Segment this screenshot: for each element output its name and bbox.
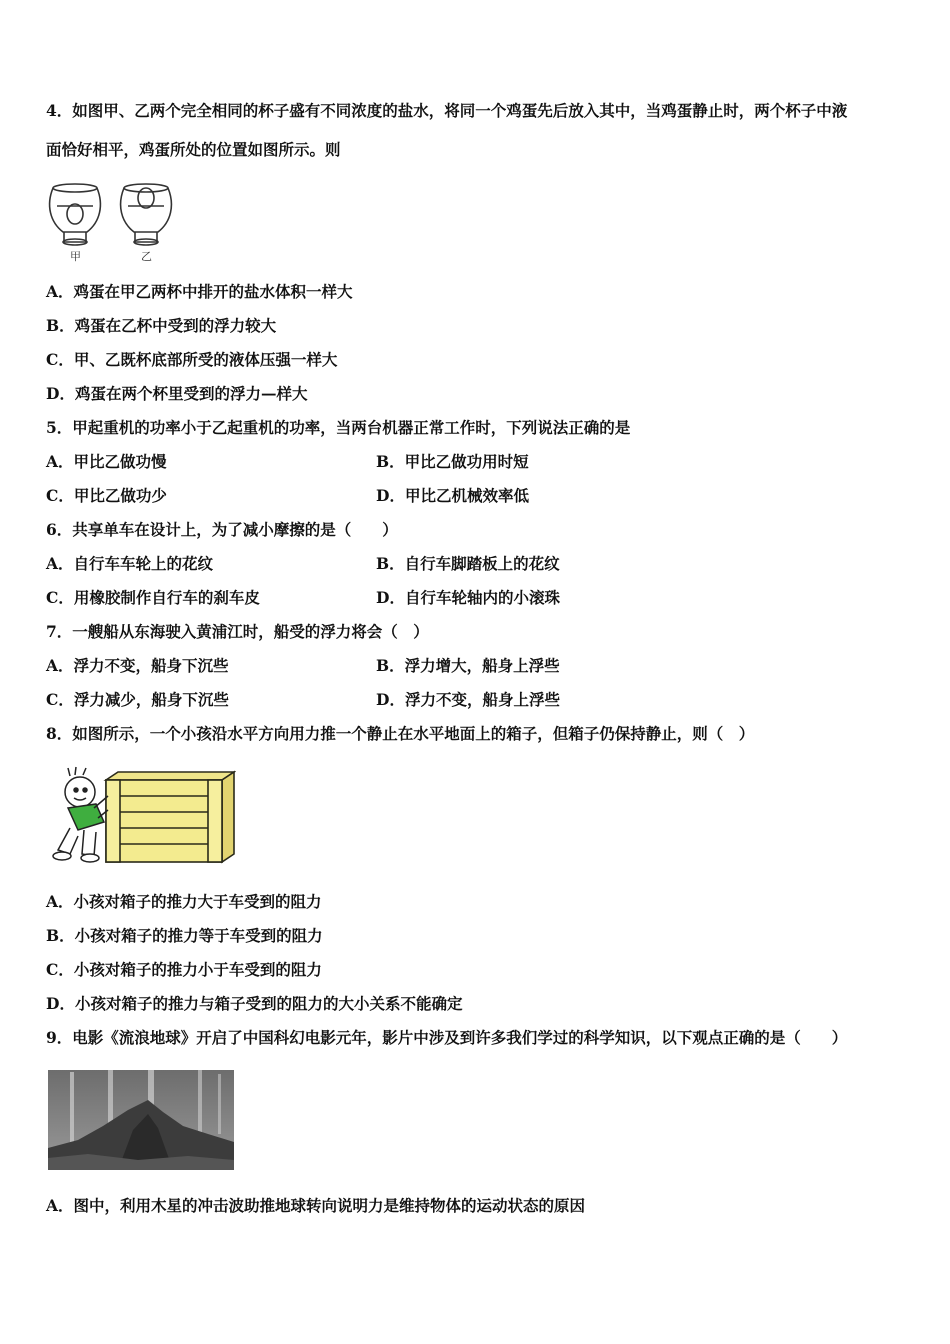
q8-stem: 8．如图所示，一个小孩沿水平方向用力推一个静止在水平地面上的箱子，但箱子仍保持静止，则（ ）	[46, 724, 755, 743]
q6-option-d[interactable]: D．自行车轮轴内的小滚珠	[376, 588, 560, 607]
q7-option-b[interactable]: B．浮力增大，船身上浮些	[376, 656, 560, 675]
q4-stem-line1: 4．如图甲、乙两个完全相同的杯子盛有不同浓度的盐水，将同一个鸡蛋先后放入其中，当鸡蛋静止时，两个杯子中液	[46, 101, 848, 120]
q8-option-c[interactable]: C．小孩对箱子的推力小于车受到的阻力	[46, 960, 322, 979]
child-pushing-box-figure	[48, 766, 236, 866]
cup-jia	[50, 184, 101, 245]
child	[53, 767, 108, 862]
q5-option-b[interactable]: B．甲比乙做功用时短	[376, 452, 529, 471]
label-yi: 乙	[141, 250, 152, 263]
q8-option-b[interactable]: B．小孩对箱子的推力等于车受到的阻力	[46, 926, 323, 945]
q9-stem: 9．电影《流浪地球》开启了中国科幻电影元年，影片中涉及到许多我们学过的科学知识，以下观点正确的是（ ）	[46, 1028, 848, 1047]
q7-option-a[interactable]: A．浮力不变，船身下沉些	[46, 656, 229, 675]
wooden-box	[106, 772, 234, 862]
q7-option-d[interactable]: D．浮力不变，船身上浮些	[376, 690, 560, 709]
q4-option-c[interactable]: C．甲、乙既杯底部所受的液体压强一样大	[46, 350, 338, 369]
q7-stem: 7．一艘船从东海驶入黄浦江时，船受的浮力将会（ ）	[46, 622, 429, 641]
q5-option-c[interactable]: C．甲比乙做功少	[46, 486, 167, 505]
q4-option-b[interactable]: B．鸡蛋在乙杯中受到的浮力较大	[46, 316, 277, 335]
label-jia: 甲	[70, 250, 81, 263]
cups-egg-figure	[44, 180, 184, 264]
cup-yi	[121, 184, 172, 245]
q4-stem-line2: 面恰好相平，鸡蛋所处的位置如图所示。则	[46, 140, 341, 159]
wandering-earth-film-still	[48, 1070, 234, 1170]
q4-option-a[interactable]: A．鸡蛋在甲乙两杯中排开的盐水体积一样大	[46, 282, 353, 301]
q8-option-d[interactable]: D．小孩对箱子的推力与箱子受到的阻力的大小关系不能确定	[46, 994, 463, 1013]
q6-option-a[interactable]: A．自行车车轮上的花纹	[46, 554, 214, 573]
q5-option-a[interactable]: A．甲比乙做功慢	[46, 452, 167, 471]
q9-option-a[interactable]: A．图中，利用木星的冲击波助推地球转向说明力是维持物体的运动状态的原因	[46, 1196, 586, 1215]
q5-stem: 5．甲起重机的功率小于乙起重机的功率，当两台机器正常工作时，下列说法正确的是	[46, 418, 631, 437]
q5-option-d[interactable]: D．甲比乙机械效率低	[376, 486, 529, 505]
q6-option-b[interactable]: B．自行车脚踏板上的花纹	[376, 554, 560, 573]
q6-stem: 6．共享单车在设计上，为了减小摩擦的是（ ）	[46, 520, 398, 539]
q7-option-c[interactable]: C．浮力减少，船身下沉些	[46, 690, 229, 709]
q8-option-a[interactable]: A．小孩对箱子的推力大于车受到的阻力	[46, 892, 322, 911]
q4-option-d[interactable]: D．鸡蛋在两个杯里受到的浮力—样大	[46, 384, 308, 403]
q6-option-c[interactable]: C．用橡胶制作自行车的刹车皮	[46, 588, 260, 607]
